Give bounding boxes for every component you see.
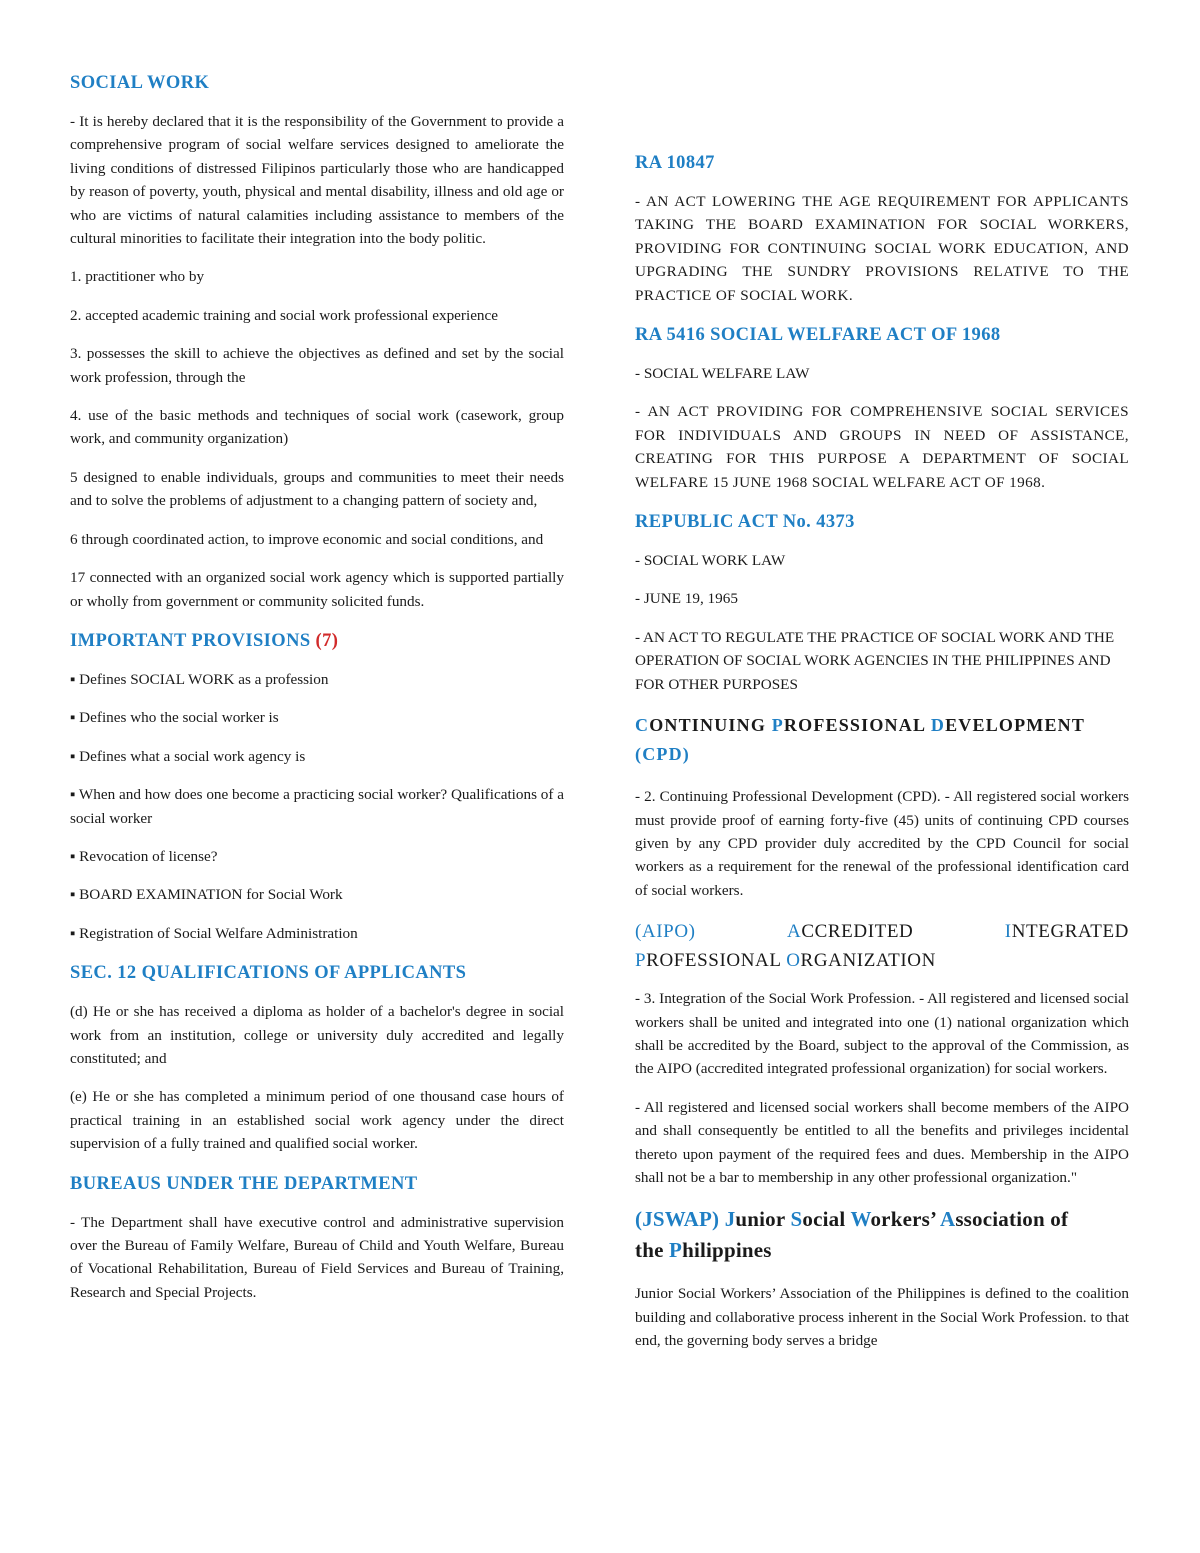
heading-important-text: IMPORTANT PROVISIONS [70, 630, 311, 651]
jswap-word-social: ocial [802, 1207, 851, 1232]
heading-cpd [635, 711, 1129, 769]
provision-item: ▪ Defines what a social work agency is [70, 747, 306, 765]
provision-item: ▪ Revocation of license? [70, 847, 218, 865]
heading-sec12: SEC. 12 QUALIFICATIONS OF APPLICANTS [70, 963, 467, 984]
jswap-letter-p: P [669, 1238, 683, 1263]
list-item-7: 17 connected with an organized social work agency which is supported partially or wholly from government or community solicited funds. [70, 569, 564, 610]
provision-item: ▪ Defines who the social worker is [70, 709, 279, 727]
paragraph-ra4373-act: - AN ACT TO REGULATE THE PRACTICE OF SOCIAL WORK AND THE OPERATION OF SOCIAL WORK AGENCIES IN THE PHILIPPINES AND FOR OTHER PURPOSES [635, 628, 1115, 693]
list-item-3: 3. possesses the skill to achieve the objectives as defined and set by the social work profession, through the [70, 345, 564, 386]
list-item-2: 2. accepted academic training and social work professional experience [70, 306, 499, 324]
jswap-letter-w: W [850, 1207, 871, 1232]
list-item-5: 5 designed to enable individuals, groups and communities to meet their needs and to solve the problems of adjustment to a changing pattern of society and, [70, 468, 564, 510]
aipo-letter-i: I [1004, 921, 1012, 943]
aipo-letter-a: A [787, 921, 802, 943]
left-column [70, 70, 564, 1319]
jswap-letter-a: A [939, 1207, 956, 1232]
jswap-abbr: (JSWAP) [635, 1207, 720, 1232]
jswap-letter-j: J [724, 1207, 736, 1232]
list-item-1: 1. practitioner who by [70, 268, 205, 286]
provision-item: ▪ BOARD EXAMINATION for Social Work [70, 886, 343, 904]
right-column [635, 150, 1129, 1368]
jswap-word-workers: orkers’ [870, 1207, 940, 1232]
paragraph-aipo-members: - All registered and licensed social workers shall become members of the AIPO and shall consequently be entitled to all the benefits and privileges incidental thereto upon payment of the required fees and dues. Membership in the AIPO shall not be a bar to membership in any other professional organization." [635, 1098, 1129, 1186]
heading-ra10847: RA 10847 [635, 153, 715, 173]
cpd-word-professional: ROFESSIONAL [783, 715, 931, 736]
jswap-word-junior: unior [735, 1207, 791, 1232]
heading-social-work: SOCIAL WORK [70, 73, 210, 93]
heading-ra5416: RA 5416 SOCIAL WELFARE ACT OF 1968 [635, 325, 1001, 346]
paragraph-ra4373-date: - JUNE 19, 1965 [635, 590, 738, 608]
provision-item: ▪ Registration of Social Welfare Administration [70, 924, 358, 942]
paragraph-jswap: Junior Social Workers’ Association of the Philippines is defined to the coalition building and collaborative process inherent in the Social Work Profession. to that end, the governing body serves a bridge [635, 1285, 1129, 1350]
aipo-line-2 [635, 946, 1129, 975]
cpd-letter-c: C [635, 715, 650, 736]
heading-bureaus: BUREAUS UNDER THE DEPARTMENT [70, 1173, 418, 1194]
sec12-item-d: (d) He or she has received a diploma as holder of a bachelor's degree in social work from an institution, college or university duly accredited and legally constituted; and [70, 1003, 564, 1067]
aipo-rest-accredited: CCREDITED [801, 921, 914, 943]
aipo-word-integrated [1005, 917, 1129, 946]
aipo-rest-organization: RGANIZATION [800, 950, 936, 972]
aipo-rest-professional: ROFESSIONAL [646, 950, 787, 972]
cpd-word-continuing: ONTINUING [649, 715, 772, 736]
paragraph-declaration: - It is hereby declared that it is the responsibility of the Government to provide a comprehensive program of social welfare services designed to ameliorate the living conditions of distressed Filipinos particularly those who are handicapped by reason of poverty, youth, physical and mental disability, illness and old age or who are victims of natural calamities including assistance to members of the cultural minorities to facilitate their integration into the body politic. [70, 113, 564, 248]
jswap-letter-s: S [790, 1207, 803, 1232]
cpd-letter-d: D [930, 715, 946, 736]
heading-aipo [635, 917, 1129, 975]
paragraph-ra5416-law: - SOCIAL WELFARE LAW [635, 365, 810, 383]
heading-jswap [635, 1204, 1129, 1266]
cpd-word-development: EVELOPMENT [945, 715, 1086, 736]
provision-item: ▪ When and how does one become a practicing social worker? Qualifications of a social worker [70, 786, 564, 827]
cpd-abbr: (CPD) [635, 744, 690, 765]
jswap-word-the: the [635, 1238, 670, 1263]
heading-important-provisions [70, 628, 564, 654]
paragraph-bureaus: - The Department shall have executive control and administrative supervision over the Bureau of Family Welfare, Bureau of Child and Youth Welfare, Bureau of Vocational Rehabilitation, Bureau of Field Services and Bureau of Training, Research and Special Projects. [70, 1213, 564, 1301]
list-item-4: 4. use of the basic methods and techniques of social work (casework, group work, and community organization) [70, 407, 564, 448]
list-item-6: 6 through coordinated action, to improve economic and social conditions, and [70, 530, 544, 548]
provision-item: ▪ Defines SOCIAL WORK as a profession [70, 670, 329, 688]
paragraph-aipo-integration: - 3. Integration of the Social Work Profession. - All registered and licensed social workers shall be united and integrated into one (1) national organization which shall be accredited by the Board, subject to the approval of the Commission, as the AIPO (accredited integrated professional organization) for social workers. [635, 990, 1129, 1078]
aipo-abbr: (AIPO) [635, 921, 696, 943]
sec12-item-e: (e) He or she has completed a minimum period of one thousand case hours of practical training in an established social work agency under the direct supervision of a fully trained and qualified social worker. [70, 1088, 564, 1153]
heading-ra4373: REPUBLIC ACT No. 4373 [635, 512, 855, 533]
paragraph-ra10847: - AN ACT LOWERING THE AGE REQUIREMENT FOR APPLICANTS TAKING THE BOARD EXAMINATION FOR SOCIAL WORKERS, PROVIDING FOR CONTINUING SOCIAL WORK EDUCATION, AND UPGRADING THE SUNDRY PROVISIONS RELATIVE TO THE PRACTICE OF SOCIAL WORK. [635, 193, 1129, 304]
paragraph-cpd: - 2. Continuing Professional Development (CPD). - All registered social workers must provide proof of earning forty-five (45) units of continuing CPD courses given by any CPD provider duly accredited by the CPD Council for social workers as a requirement for the renewal of the professional identification card of social workers. [635, 788, 1129, 899]
aipo-letter-o: O [786, 950, 801, 972]
jswap-word-association: ssociation of [955, 1207, 1069, 1232]
aipo-word-accredited [787, 917, 913, 946]
paragraph-ra4373-law: - SOCIAL WORK LAW [635, 552, 786, 570]
provisions-count: (7) [315, 630, 339, 651]
cpd-letter-p: P [771, 715, 784, 736]
aipo-rest-integrated: NTEGRATED [1011, 921, 1129, 943]
aipo-letter-p: P [635, 950, 647, 972]
paragraph-ra5416-act: - AN ACT PROVIDING FOR COMPREHENSIVE SOCIAL SERVICES FOR INDIVIDUALS AND GROUPS IN NEED OF ASSISTANCE, CREATING FOR THIS PURPOSE A DEPARTMENT OF SOCIAL WELFARE 15 JUNE 1968 SOCIAL WELFARE ACT OF 1968. [635, 403, 1129, 491]
jswap-word-philippines: hilippines [682, 1238, 772, 1263]
